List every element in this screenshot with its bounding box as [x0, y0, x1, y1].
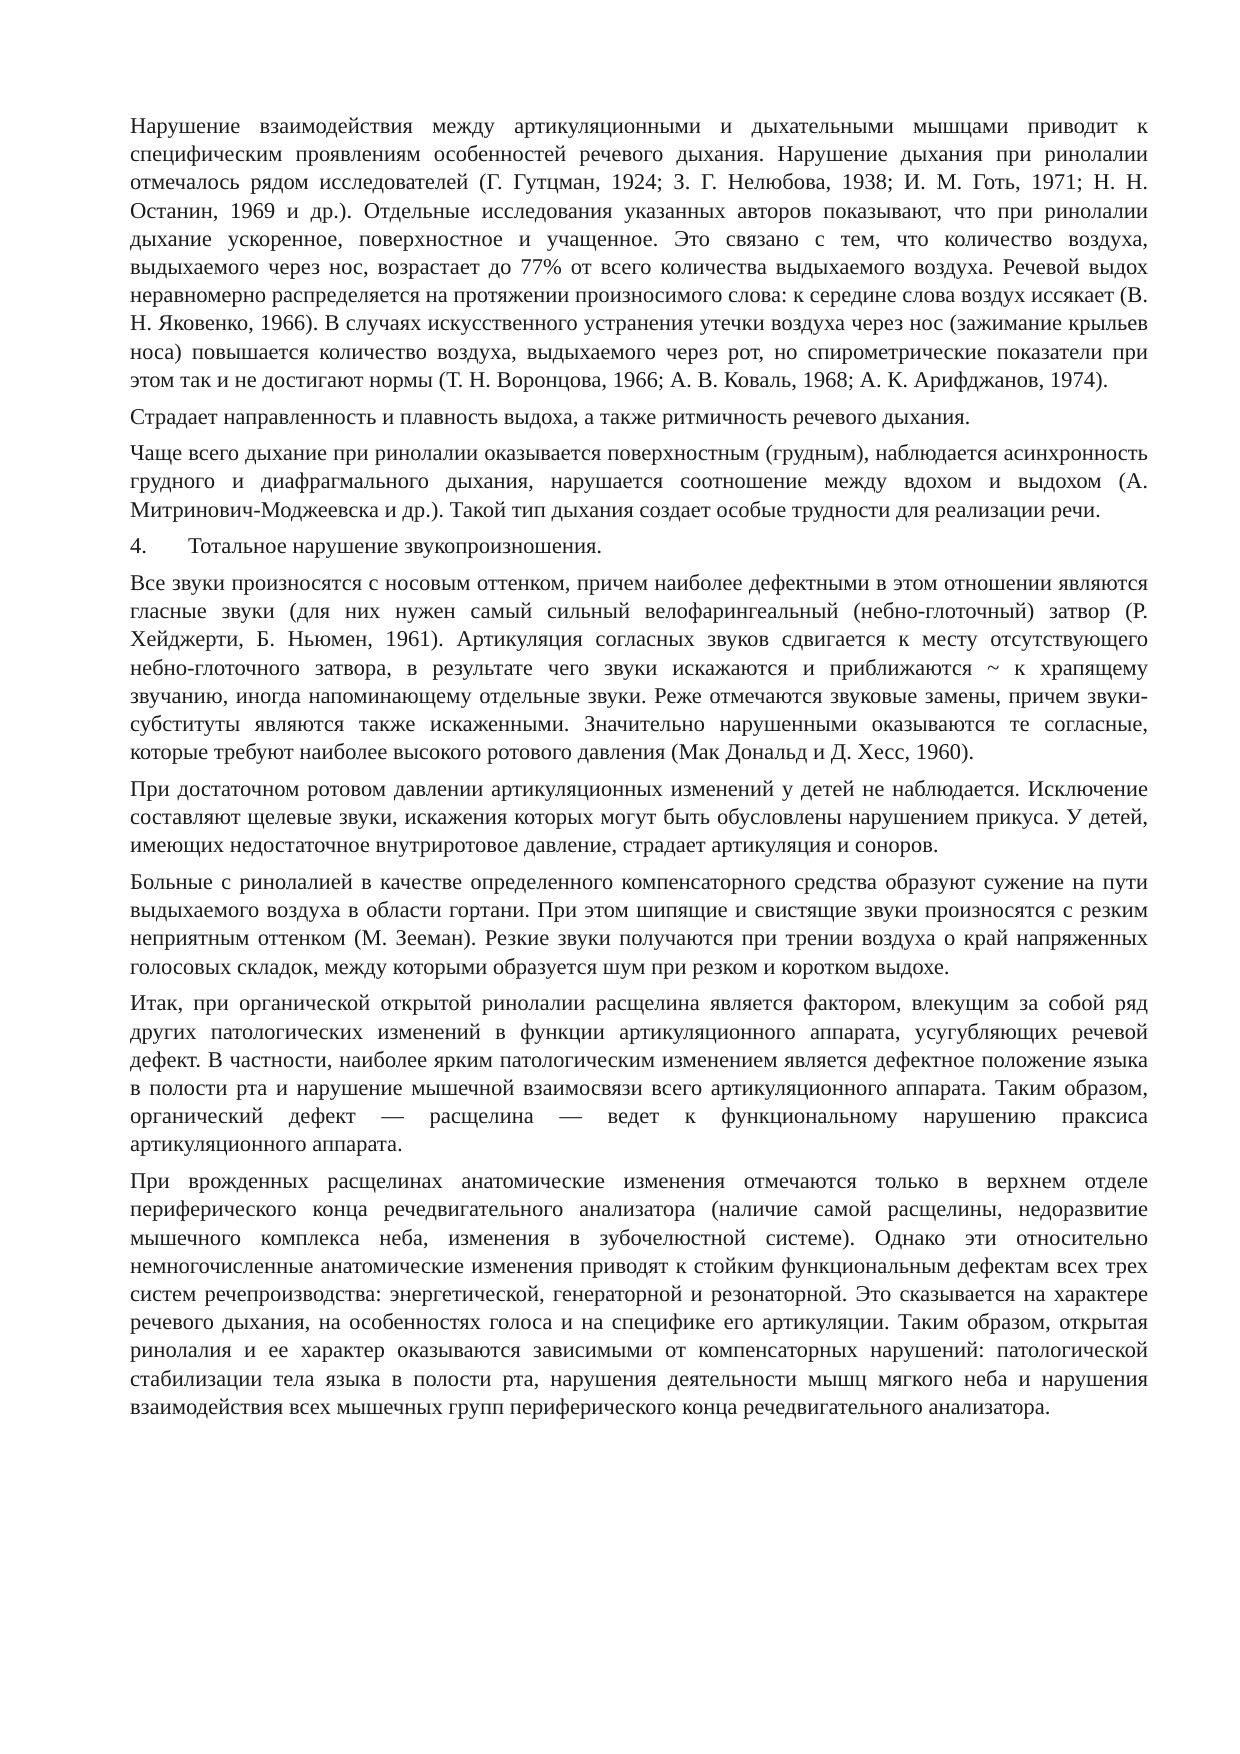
- paragraph-nasal-sounds: [130, 569, 1148, 766]
- list-item-number: 4.: [130, 533, 147, 559]
- list-item-4: [130, 532, 1148, 560]
- paragraph-text: Страдает направленность и плавность выдоха, а также ритмичность речевого дыхания.: [130, 403, 971, 429]
- paragraph-compensatory-narrowing: [130, 868, 1148, 981]
- paragraph-text: Больные с ринолалией в качестве определенного компенсаторного средства образуют сужение на пути выдыхаемого воздуха в области гортани. При этом шипящие и свистящие звуки произносятся с резким неприятным оттенком (М. Зееман). Резкие звуки получаются при трении воздуха о край напряженных голосовых складок, между которыми образуется шум при резком и коротком выдохе.: [130, 869, 1148, 979]
- paragraph-text: При достаточном ротовом давлении артикуляционных изменений у детей не наблюдается. Исключение составляют щелевые звуки, искажения которых могут быть обусловлены нарушением прикуса. У детей, имеющих недостаточное внутриротовое давление, страдает артикуляция и соноров.: [130, 775, 1148, 858]
- list-item-text: Тотальное нарушение звукопроизношения.: [188, 533, 603, 559]
- paragraph-shallow-breathing: [130, 439, 1148, 524]
- paragraph-congenital-clefts: [130, 1167, 1148, 1421]
- paragraph-text: Итак, при органической открытой ринолалии расщелина является фактором, влекущим за собой ряд других патологических изменений в функции артикуляционного аппарата, усугубляющих речевой дефект. В частности, наиболее ярким патологическим изменением является дефектное положение языка в полости рта и нарушение мышечной взаимосвязи всего артикуляционного аппарата. Таким образом, органический дефект — расщелина — ведет к функциональному нарушению праксиса артикуляционного аппарата.: [130, 990, 1148, 1157]
- paragraph-oral-pressure: [130, 775, 1148, 860]
- paragraph-text: Все звуки произносятся с носовым оттенком, причем наиболее дефектными в этом отношении являются гласные звуки (для них нужен самый сильный велофарингеальный (небно-глоточный) затвор (Р. Хейджерти, Б. Ньюмен, 1961). Артикуляция согласных звуков сдвигается к месту отсутствующего небно-глоточного затвора, в результате чего звуки искажаются и приближаются ~ к храпящему звучанию, иногда напоминающему отдельные звуки. Реже отмечаются звуковые замены, причем звуки-субституты являются также искаженными. Значительно нарушенными оказываются те согласные, которые требуют наиболее высокого ротового давления (Мак Дональд и Д. Хесс, 1960).: [130, 570, 1148, 765]
- paragraph-breathing-disorder: [130, 112, 1148, 394]
- paragraph-exhale-direction: [130, 403, 1148, 431]
- paragraph-text: Чаще всего дыхание при ринолалии оказывается поверхностным (грудным), наблюдается асинхронность грудного и диафрагмального дыхания, нарушается соотношение между вдохом и выдохом (А. Митринович-Моджеевска и др.). Такой тип дыхания создает особые трудности для реализации речи.: [130, 440, 1148, 522]
- paragraph-cleft-factor: [130, 989, 1148, 1158]
- paragraph-text: При врожденных расщелинах анатомические изменения отмечаются только в верхнем отделе периферического конца речедвигательного анализатора (наличие самой расщелины, недоразвитие мышечного комплекса неба, изменения в зубочелюстной системе). Однако эти относительно немногочисленные анатомические изменения приводят к стойким функциональным дефектам всех трех систем речепроизводства: энергетической, генераторной и резонаторной. Это сказывается на характере речевого дыхания, на особенностях голоса и на специфике его артикуляции. Таким образом, открытая ринолалия и ее характер оказываются зависимыми от компенсаторных нарушений: патологической стабилизации тела языка в полости рта, нарушения деятельности мышц мягкого неба и нарушения взаимодействия всех мышечных групп периферического конца речедвигательного анализатора.: [130, 1168, 1148, 1419]
- paragraph-text: Нарушение взаимодействия между артикуляционными и дыхательными мышцами приводит к специфическим проявлениям особенностей речевого дыхания. Нарушение дыхания при ринолалии отмечалось рядом исследователей (Г. Гутцман, 1924; З. Г. Нелюбова, 1938; И. М. Готь, 1971; Н. Н. Останин, 1969 и др.). Отдельные исследования указанных авторов показывают, что при ринолалии дыхание ускоренное, поверхностное и учащенное. Это связано с тем, что количество воздуха, выдыхаемого через нос, возрастает до 77% от всего количества выдыхаемого воздуха. Речевой выдох неравномерно распределяется на протяжении произносимого слова: к середине слова воздух иссякает (В. Н. Яковенко, 1966). В случаях искусственного устранения утечки воздуха через нос (зажимание крыльев носа) повышается количество воздуха, выдыхаемого через рот, но спирометрические показатели при этом так и не достигают нормы (Т. Н. Воронцова, 1966; А. В. Коваль, 1968; А. К. Арифджанов, 1974).: [130, 113, 1149, 392]
- document-page: [130, 112, 1148, 1429]
